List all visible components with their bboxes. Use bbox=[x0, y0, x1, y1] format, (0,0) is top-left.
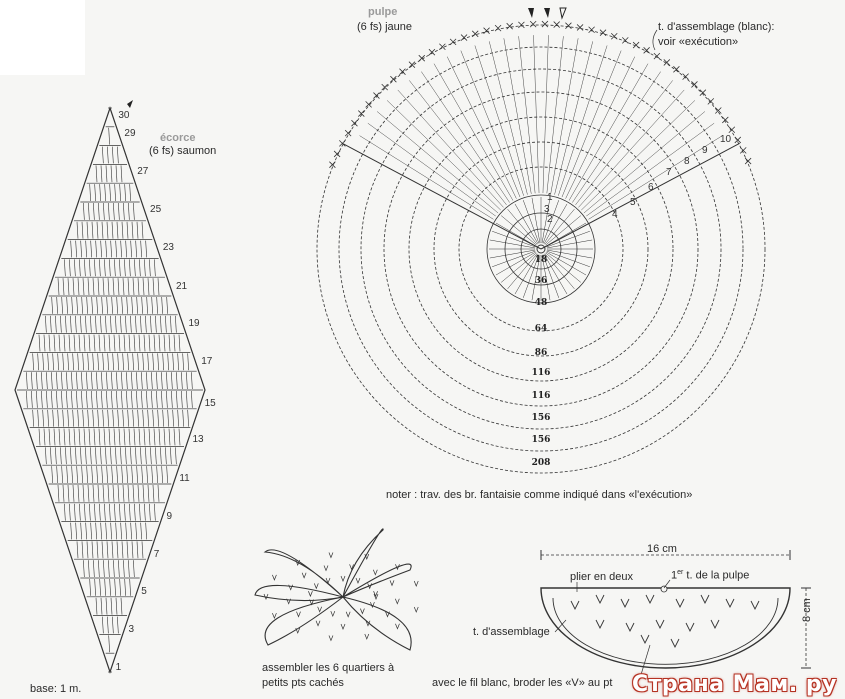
round-number: 10 bbox=[720, 134, 732, 145]
round-number: 8 bbox=[684, 156, 690, 167]
ring-count-label: 18 bbox=[534, 255, 548, 265]
round-number: 3 bbox=[544, 204, 550, 215]
ecorce-row-number: 25 bbox=[150, 204, 162, 215]
ring-count-label: 36 bbox=[534, 276, 548, 286]
round-number: 1 bbox=[547, 192, 553, 203]
ecorce-row-number: 13 bbox=[192, 434, 204, 445]
ecorce-row-number: 1 bbox=[115, 662, 122, 673]
ecorce-row-number: 11 bbox=[179, 473, 190, 484]
slice-v-stitch bbox=[626, 623, 634, 631]
round-number: 5 bbox=[630, 197, 636, 208]
fold-label: plier en deux bbox=[570, 571, 633, 583]
ring-count-label: 48 bbox=[534, 298, 548, 308]
pulpe-subtitle: (6 fs) jaune bbox=[357, 21, 413, 33]
slice-v-stitch bbox=[686, 623, 694, 631]
assemble-line2: petits pts cachés bbox=[262, 677, 344, 689]
slice-v-stitch bbox=[621, 599, 629, 607]
ecorce-title: écorce bbox=[160, 132, 196, 144]
assembly-note-line2: voir «exécution» bbox=[658, 36, 739, 48]
pulpe-title: pulpe bbox=[368, 6, 398, 18]
ring-count-label: 208 bbox=[531, 458, 551, 468]
slice-v-stitch bbox=[751, 601, 759, 609]
slice-assembly-label: t. d'assemblage bbox=[473, 626, 550, 638]
first-round-leader bbox=[664, 580, 670, 588]
slice-v-stitch bbox=[571, 601, 579, 609]
ecorce-subtitle: (6 fs) saumon bbox=[149, 145, 217, 157]
slice-v-stitch bbox=[596, 620, 604, 628]
round-number: 7 bbox=[666, 167, 672, 178]
ecorce-row-number: 23 bbox=[162, 242, 174, 253]
slice-v-stitch bbox=[671, 639, 679, 647]
slice-v-stitch bbox=[711, 620, 719, 628]
round-number: 9 bbox=[702, 145, 708, 156]
round-number: 6 bbox=[648, 182, 654, 193]
ecorce-row-number: 5 bbox=[141, 586, 147, 597]
ecorce-row-number: 19 bbox=[188, 318, 200, 329]
slice-outline bbox=[541, 588, 790, 668]
slice-v-stitch bbox=[701, 595, 709, 603]
ecorce-row-number: 27 bbox=[137, 166, 149, 177]
ecorce-row-number: 29 bbox=[124, 128, 136, 139]
ecorce-row-number: 15 bbox=[204, 398, 216, 409]
slice-v-stitch bbox=[641, 635, 649, 643]
ecorce-row-number: 7 bbox=[153, 549, 160, 560]
slice-v-stitch bbox=[596, 595, 604, 603]
ring-count-label: 86 bbox=[534, 348, 548, 358]
round-number: 4 bbox=[612, 209, 618, 220]
ring-count-label: 116 bbox=[531, 368, 551, 378]
embroider-label: avec le fil blanc, broder les «V» au pt bbox=[432, 677, 613, 689]
ecorce-row-number: 9 bbox=[166, 511, 173, 522]
width-label: 16 cm bbox=[647, 543, 677, 555]
slice-v-stitch bbox=[676, 599, 684, 607]
assembly-note-line1: t. d'assemblage (blanc): bbox=[658, 21, 775, 33]
ecorce-row-number: 3 bbox=[128, 624, 135, 635]
ring-count-label: 116 bbox=[531, 391, 551, 401]
first-round-sup: er bbox=[677, 569, 684, 576]
ring-count-label: 156 bbox=[531, 435, 551, 445]
ecorce-row-number: 21 bbox=[175, 281, 188, 292]
height-label: 8 cm bbox=[801, 598, 813, 622]
ecorce-base-label: base: 1 m. bbox=[30, 683, 82, 695]
ring-count-label: 64 bbox=[534, 324, 548, 334]
fold-marker bbox=[661, 586, 667, 592]
slice-v-stitch bbox=[656, 620, 664, 628]
ecorce-row-number: 17 bbox=[201, 356, 213, 367]
ecorce-row-number: 30 bbox=[118, 110, 130, 121]
slice-v-stitch bbox=[726, 599, 734, 607]
assemble-line1: assembler les 6 quartiers à bbox=[262, 662, 395, 674]
round-number: 2 bbox=[547, 214, 553, 225]
first-round-label bbox=[671, 569, 749, 582]
pulpe-note: noter : trav. des br. fantaisie comme indiqué dans «l'exécution» bbox=[386, 489, 693, 501]
slice-v-stitch bbox=[646, 595, 654, 603]
slice-inner-line bbox=[553, 598, 778, 664]
first-round-suffix: t. de la pulpe bbox=[686, 569, 750, 582]
watermark: Страна Мам. ру bbox=[631, 672, 837, 697]
ring-count-label: 156 bbox=[531, 413, 551, 423]
first-round-prefix: 1 bbox=[671, 569, 678, 582]
